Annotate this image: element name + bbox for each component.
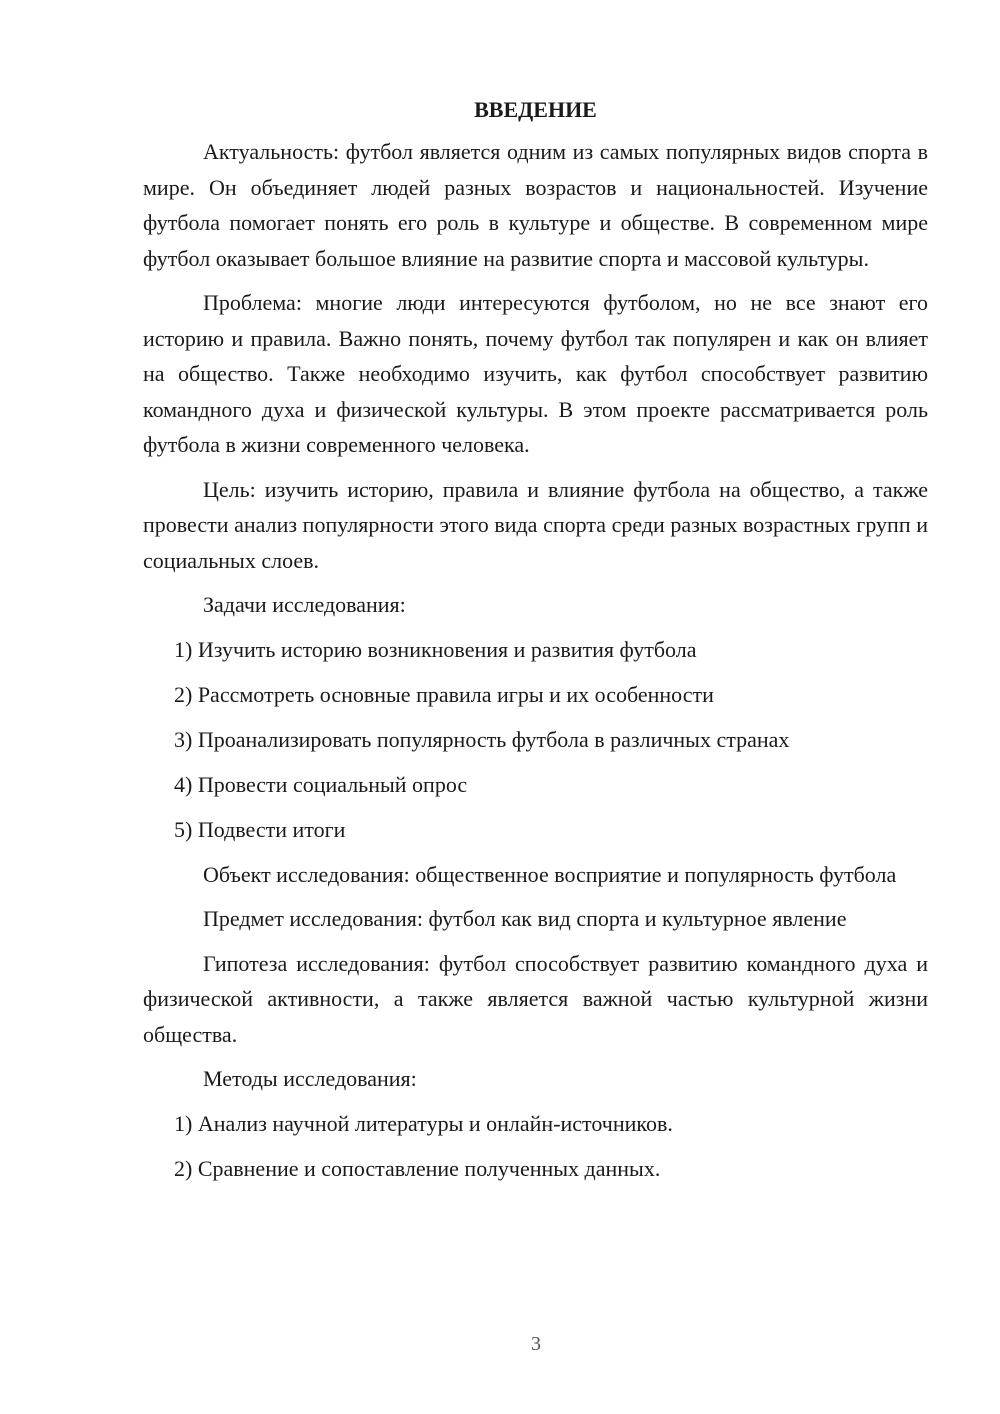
paragraph-goal: Цель: изучить историю, правила и влияние футбола на общество, а также провести анализ популярности этого вида спорта среди разных возрастных групп и социальных слоев. <box>143 476 928 573</box>
tasks-heading: Задачи исследования: <box>203 592 406 617</box>
paragraph-relevance: Актуальность: футбол является одним из самых популярных видов спорта в мире. Он объединяет людей разных возрастов и национальностей. Изучение футбола помогает понять его роль в культуре и обществе. В современном мире футбол оказывает большое влияние на развитие спорта и массовой культуры. <box>143 139 928 271</box>
paragraph-object: Объект исследования: общественное восприятие и популярность футбола <box>203 861 897 887</box>
tasks-list <box>143 632 928 848</box>
list-item: 1) Изучить историю возникновения и развития футбола <box>174 636 697 662</box>
page-number: 3 <box>531 1333 541 1355</box>
methods-list <box>143 1106 928 1187</box>
section-title: ВВЕДЕНИЕ <box>474 97 597 122</box>
paragraph-hypothesis: Гипотеза исследования: футбол способствует развитию командного духа и физической активности, а также является важной частью культурной жизни общества. <box>143 950 928 1047</box>
paragraph-subject: Предмет исследования: футбол как вид спорта и культурное явление <box>203 906 847 931</box>
methods-heading: Методы исследования: <box>203 1066 417 1091</box>
list-item: 2) Сравнение и сопоставление полученных данных. <box>174 1155 661 1181</box>
list-item: 3) Проанализировать популярность футбола в различных странах <box>174 726 790 752</box>
list-item: 5) Подвести итоги <box>174 816 346 842</box>
list-item: 1) Анализ научной литературы и онлайн-источников. <box>174 1110 673 1136</box>
paragraph-problem: Проблема: многие люди интересуются футболом, но не все знают его историю и правила. Важно понять, почему футбол так популярен и как он влияет на общество. Также необходимо изучить, как футбол способствует развитию командного духа и физической культуры. В этом проекте рассматривается роль футбола в жизни современного человека. <box>143 290 928 457</box>
list-item: 2) Рассмотреть основные правила игры и их особенности <box>174 681 714 707</box>
page-content <box>143 92 928 1196</box>
list-item: 4) Провести социальный опрос <box>174 771 468 797</box>
